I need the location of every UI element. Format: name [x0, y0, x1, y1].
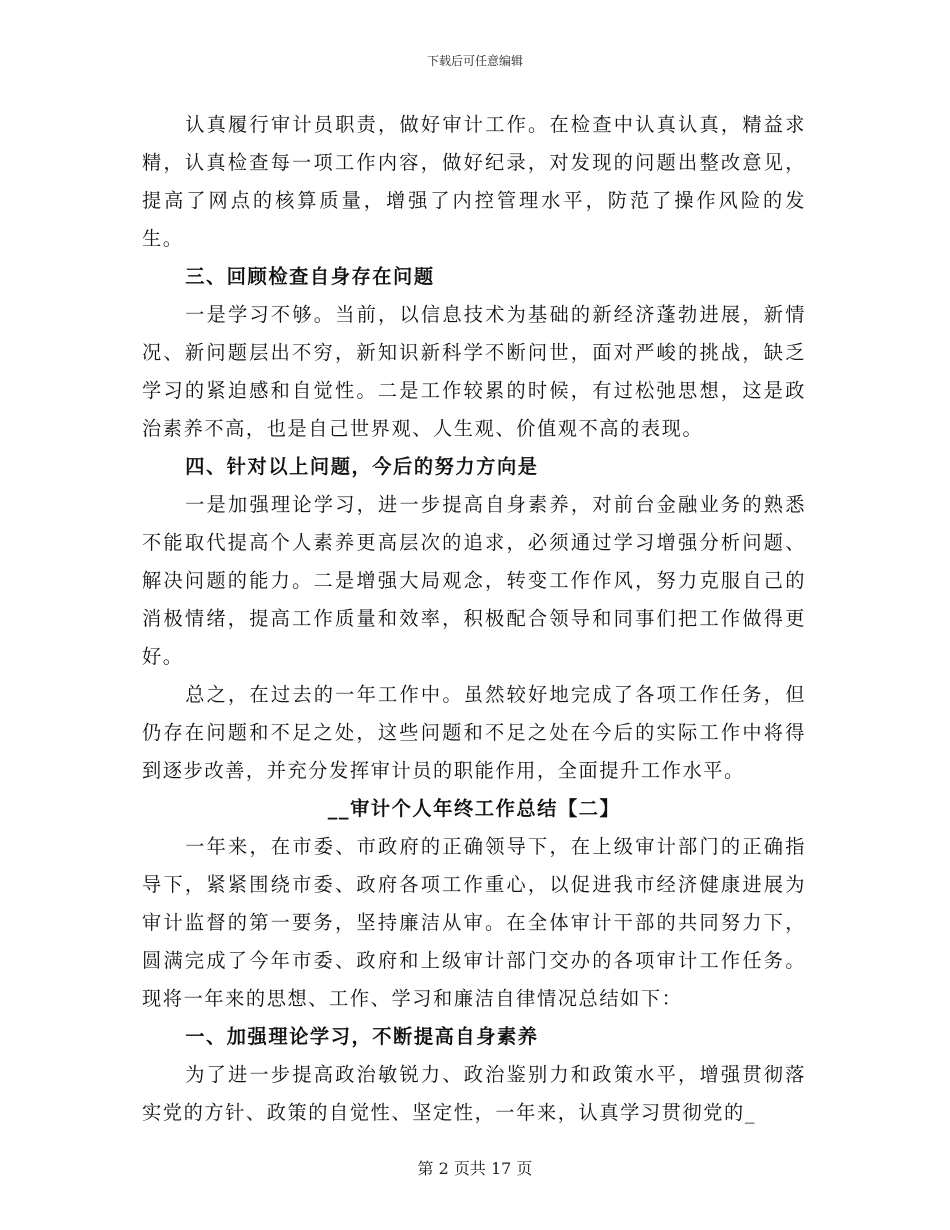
page-footer: 第 2 页共 17 页	[417, 1159, 533, 1178]
document-title: __审计个人年终工作总结【二】	[327, 797, 621, 820]
section-heading: 四、针对以上问题，今后的努力方向是	[185, 455, 539, 478]
document-body	[142, 106, 806, 1132]
section-heading: 一、加强理论学习，不断提高自身素养	[185, 1025, 539, 1048]
paragraph: 一年来，在市委、市政府的正确领导下，在上级审计部门的正确指导下，紧紧围绕市委、政府各项工作重心，以促进我市经济健康进展为审计监督的第一要务，坚持廉洁从审。在全体审计干部的共同努力下，圆满完成了今年市委、政府和上级审计部门交办的各项审计工作任务。现将一年来的思想、工作、学习和廉洁自律情况总结如下：	[142, 835, 806, 1010]
page-header: 下载后可任意编辑	[426, 54, 523, 68]
paragraph: 一是学习不够。当前，以信息技术为基础的新经济蓬勃进展，新情况、新问题层出不穷，新知识新科学不断问世，面对严峻的挑战，缺乏学习的紧迫感和自觉性。二是工作较累的时候，有过松弛思想，这是政治素养不高，也是自己世界观、人生观、价值观不高的表现。	[142, 303, 806, 440]
section-heading: 三、回顾检查自身存在问题	[185, 265, 435, 288]
paragraph: 认真履行审计员职责，做好审计工作。在检查中认真认真，精益求精，认真检查每一项工作内容，做好纪录，对发现的问题出整改意见，提高了网点的核算质量，增强了内控管理水平，防范了操作风险的发生。	[142, 113, 806, 250]
paragraph: 一是加强理论学习，进一步提高自身素养，对前台金融业务的熟悉不能取代提高个人素养更高层次的追求，必须通过学习增强分析问题、解决问题的能力。二是增强大局观念，转变工作作风，努力克服自己的消极情绪，提高工作质量和效率，积极配合领导和同事们把工作做得更好。	[142, 493, 806, 668]
paragraph: 总之，在过去的一年工作中。虽然较好地完成了各项工作任务，但仍存在问题和不足之处，这些问题和不足之处在今后的实际工作中将得到逐步改善，并充分发挥审计员的职能作用，全面提升工作水平。	[142, 683, 806, 782]
paragraph: 为了进一步提高政治敏锐力、政治鉴别力和政策水平，增强贯彻落实党的方针、政策的自觉性、坚定性，一年来，认真学习贯彻党的_	[142, 1063, 806, 1124]
